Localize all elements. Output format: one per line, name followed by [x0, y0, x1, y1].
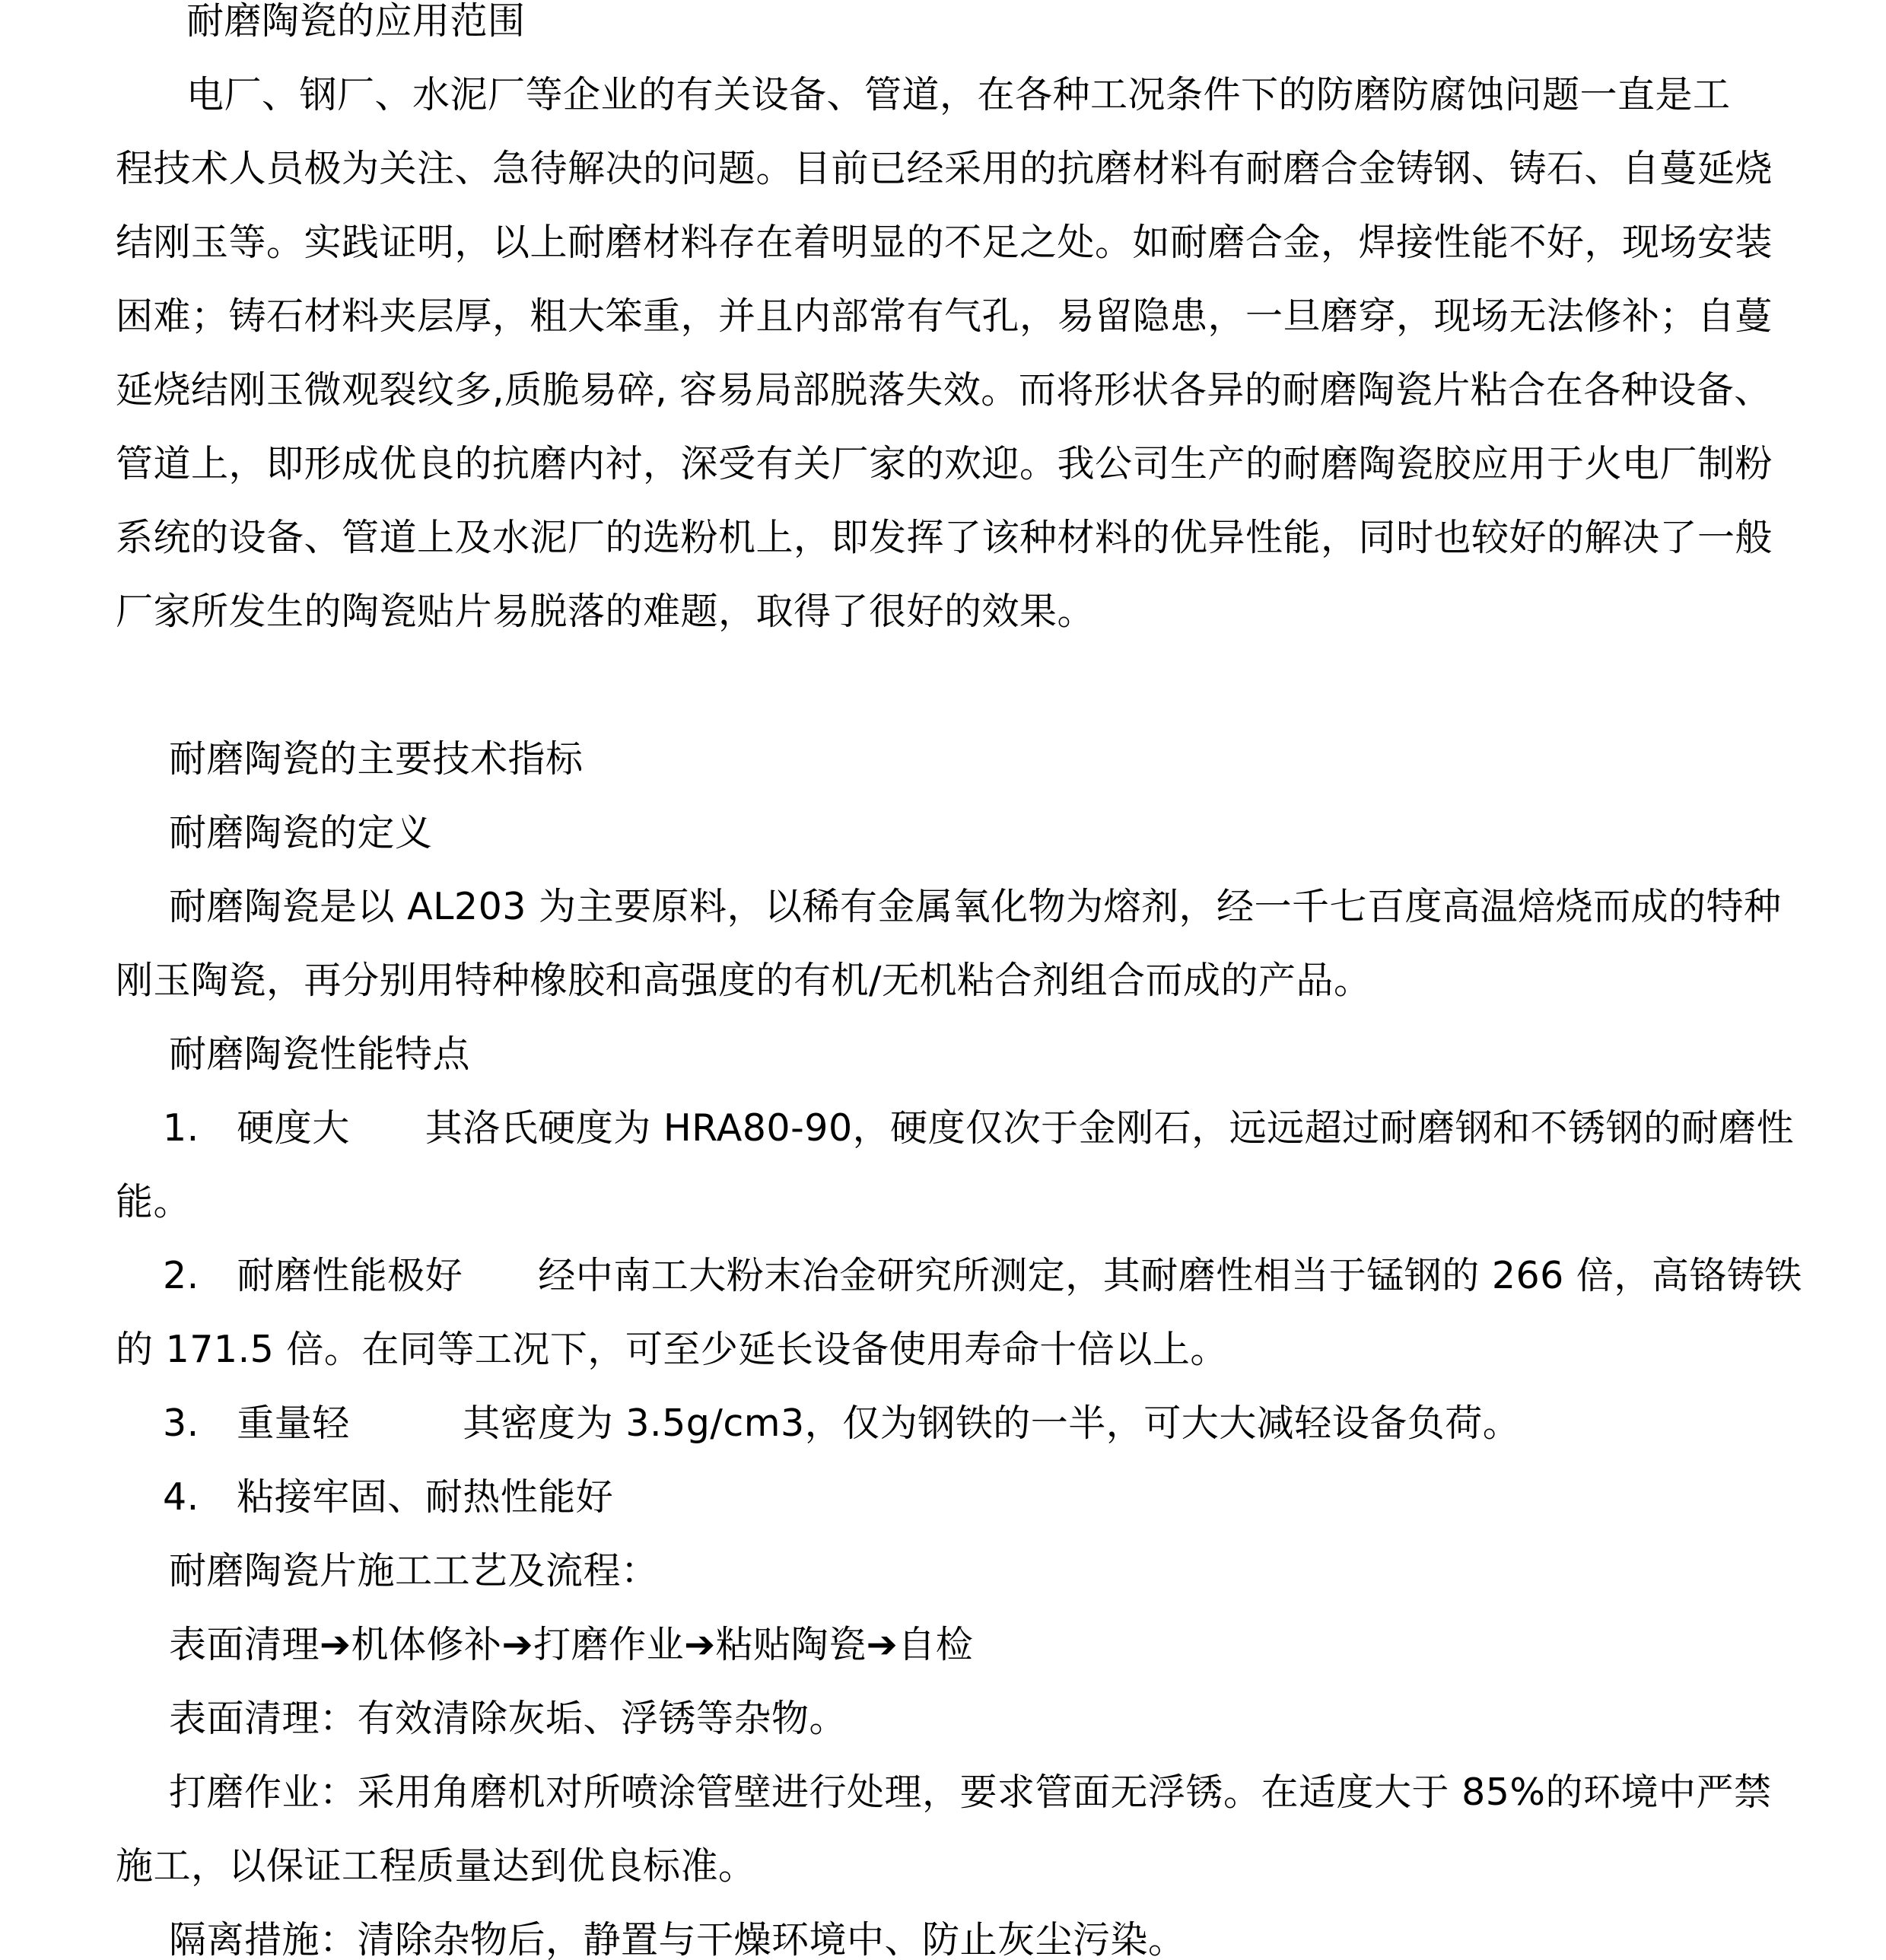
- doc-line: 电厂、钢厂、水泥厂等企业的有关设备、管道，在各种工况条件下的防磨防腐蚀问题一直是工: [186, 73, 1731, 116]
- doc-line: 刚玉陶瓷，再分别用特种橡胶和高强度的有机/无机粘合剂组合而成的产品。: [116, 959, 1372, 1002]
- doc-line: 管道上，即形成优良的抗磨内衬，深受有关厂家的欢迎。我公司生产的耐磨陶瓷胶应用于火电厂制粉: [116, 442, 1773, 485]
- heading-performance-features: 耐磨陶瓷性能特点: [169, 1032, 471, 1076]
- list-item-2-wear-resistance: 2. 耐磨性能极好 经中南工大粉末冶金研究所测定，其耐磨性相当于锰钢的 266 倍，高铬铸铁: [163, 1254, 1802, 1297]
- doc-line: 的 171.5 倍。在同等工况下，可至少延长设备使用寿命十倍以上。: [116, 1328, 1228, 1371]
- list-item-1-hardness: 1. 硬度大 其洛氏硬度为 HRA80-90，硬度仅次于金刚石，远远超过耐磨钢和不锈钢的耐磨性: [163, 1106, 1795, 1150]
- doc-line: 厂家所发生的陶瓷贴片易脱落的难题，取得了很好的效果。: [116, 590, 1096, 633]
- doc-line: 耐磨陶瓷是以 AL203 为主要原料，以稀有金属氧化物为熔剂，经一千七百度高温焙烧而成的特种: [169, 885, 1782, 928]
- heading-application-scope: 耐磨陶瓷的应用范围: [186, 0, 526, 43]
- doc-line: 延烧结刚玉微观裂纹多,质脆易碎, 容易局部脱落失效。而将形状各异的耐磨陶瓷片粘合在各种设备、: [116, 368, 1772, 412]
- doc-line: 能。: [116, 1180, 192, 1223]
- blank-line: [116, 648, 1886, 722]
- document-body: [116, 0, 1886, 1960]
- heading-definition: 耐磨陶瓷的定义: [169, 811, 433, 854]
- doc-line: 结刚玉等。实践证明，以上耐磨材料存在着明显的不足之处。如耐磨合金，焊接性能不好，现场安装: [116, 221, 1773, 264]
- doc-line: 表面清理：有效清除灰垢、浮锈等杂物。: [169, 1697, 848, 1740]
- process-flow-line: 表面清理➔机体修补➔打磨作业➔粘贴陶瓷➔自检: [169, 1623, 974, 1666]
- list-item-3-light-weight: 3. 重量轻 其密度为 3.5g/cm3，仅为钢铁的一半，可大大减轻设备负荷。: [163, 1402, 1521, 1445]
- doc-line: 困难；铸石材料夹层厚，粗大笨重，并且内部常有气孔，易留隐患，一旦磨穿，现场无法修补；自蔓: [116, 294, 1773, 338]
- doc-line: 隔离措施：清除杂物后，静置与干燥环境中、防止灰尘污染。: [169, 1918, 1186, 1960]
- doc-line: 打磨作业：采用角磨机对所喷涂管壁进行处理，要求管面无浮锈。在适度大于 85%的环境中严禁: [169, 1771, 1772, 1814]
- doc-line: 施工，以保证工程质量达到优良标准。: [116, 1844, 756, 1888]
- heading-construction-process: 耐磨陶瓷片施工工艺及流程：: [169, 1549, 659, 1592]
- list-item-4-bonding: 4. 粘接牢固、耐热性能好: [163, 1475, 614, 1519]
- doc-line: 程技术人员极为关注、急待解决的问题。目前已经采用的抗磨材料有耐磨合金铸钢、铸石、自蔓延烧: [116, 147, 1773, 190]
- heading-main-technical-specs: 耐磨陶瓷的主要技术指标: [169, 737, 584, 781]
- doc-line: 系统的设备、管道上及水泥厂的选粉机上，即发挥了该种材料的优异性能，同时也较好的解决了一般: [116, 516, 1773, 559]
